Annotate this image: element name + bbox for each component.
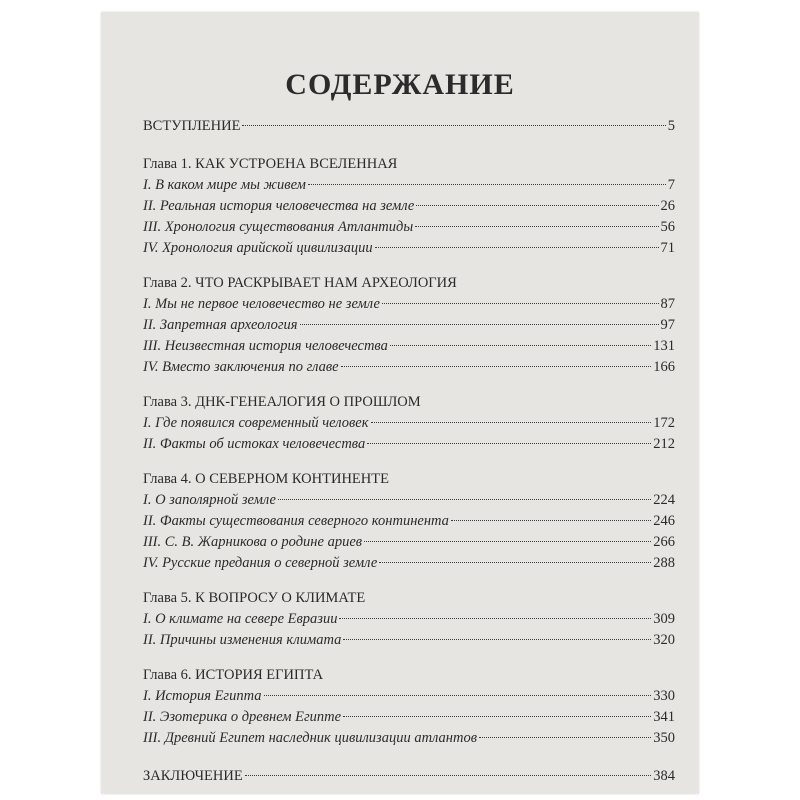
toc-entry xyxy=(143,413,675,434)
table-of-contents xyxy=(143,116,675,787)
toc-page-number: 384 xyxy=(653,768,675,784)
dot-leader xyxy=(278,499,651,500)
toc-page-number: 26 xyxy=(660,198,675,214)
toc-entry-label: III. Неизвестная история человечества xyxy=(143,338,388,354)
toc-page-number: 5 xyxy=(667,118,675,134)
toc-entry xyxy=(143,490,675,511)
toc-entry xyxy=(143,630,675,651)
dot-leader xyxy=(367,443,651,444)
toc-entry xyxy=(143,707,675,728)
toc-page-number: 224 xyxy=(653,492,675,508)
chapter-heading-2: Глава 2. ЧТО РАСКРЫВАЕТ НАМ АРХЕОЛОГИЯ xyxy=(143,275,457,291)
toc-entry xyxy=(143,336,675,357)
toc-entry xyxy=(143,315,675,336)
dot-leader xyxy=(451,520,651,521)
toc-entry-label: III. С. В. Жарникова о родине ариев xyxy=(143,534,363,550)
toc-entry-label: ЗАКЛЮЧЕНИЕ xyxy=(143,768,243,784)
chapter-heading-4: Глава 4. О СЕВЕРНОМ КОНТИНЕНТЕ xyxy=(143,471,389,487)
dot-leader xyxy=(379,562,651,563)
dot-leader xyxy=(415,226,658,227)
toc-page-number: 350 xyxy=(653,730,675,746)
toc-entry xyxy=(143,434,675,455)
toc-page-number: 172 xyxy=(653,415,675,431)
dot-leader xyxy=(339,618,651,619)
chapter-heading-3: Глава 3. ДНК-ГЕНЕАЛОГИЯ О ПРОШЛОМ xyxy=(143,394,421,410)
toc-page-number: 131 xyxy=(653,338,675,354)
page-title: СОДЕРЖАНИЕ xyxy=(285,68,515,101)
toc-entry xyxy=(143,294,675,315)
dot-leader xyxy=(242,125,665,126)
dot-leader xyxy=(371,422,652,423)
toc-entry xyxy=(143,511,675,532)
book-page xyxy=(101,12,699,794)
toc-page-number: 246 xyxy=(653,513,675,529)
toc-page-number: 288 xyxy=(653,555,675,571)
toc-entry xyxy=(143,238,675,259)
dot-leader xyxy=(308,184,666,185)
toc-entry xyxy=(143,175,675,196)
dot-leader xyxy=(300,324,659,325)
toc-page-number: 330 xyxy=(653,688,675,704)
toc-entry-label: II. Факты об истоках человечества xyxy=(143,436,366,452)
toc-entry-label: II. Факты существования северного континента xyxy=(143,513,449,529)
toc-entry-label: I. История Египта xyxy=(143,688,262,704)
toc-entry-label: III. Хронология существования Атлантиды xyxy=(143,219,414,235)
toc-entry-label: I. О климате на севере Евразии xyxy=(143,611,338,627)
chapter-heading-6: Глава 6. ИСТОРИЯ ЕГИПТА xyxy=(143,667,324,683)
toc-entry xyxy=(143,196,675,217)
toc-page-number: 341 xyxy=(653,709,675,725)
dot-leader xyxy=(479,737,651,738)
toc-entry-label: IV. Русские предания о северной земле xyxy=(143,555,378,571)
toc-entry xyxy=(143,686,675,707)
chapter-heading-1: Глава 1. КАК УСТРОЕНА ВСЕЛЕННАЯ xyxy=(143,156,398,172)
toc-entry-label: II. Запретная археология xyxy=(143,317,298,333)
toc-page-number: 166 xyxy=(653,359,675,375)
toc-page-number: 320 xyxy=(653,632,675,648)
dot-leader xyxy=(416,205,658,206)
dot-leader xyxy=(264,695,652,696)
toc-entry-label: ВСТУПЛЕНИЕ xyxy=(143,118,241,134)
toc-entry-label: I. Мы не первое человечество не земле xyxy=(143,296,380,312)
toc-entry-label: IV. Вместо заключения по главе xyxy=(143,359,339,375)
toc-entry xyxy=(143,553,675,574)
toc-page-number: 212 xyxy=(653,436,675,452)
toc-entry-label: II. Эзотерика о древнем Египте xyxy=(143,709,342,725)
toc-page-number: 56 xyxy=(660,219,675,235)
dot-leader xyxy=(343,639,651,640)
toc-entry-label: III. Древний Египет наследник цивилизации атлантов xyxy=(143,730,478,746)
toc-entry-intro xyxy=(143,116,675,137)
dot-leader xyxy=(375,247,659,248)
toc-entry-label: I. В каком мире мы живем xyxy=(143,177,306,193)
toc-entry xyxy=(143,609,675,630)
toc-entry-label: II. Причины изменения климата xyxy=(143,632,342,648)
toc-entry-label: II. Реальная история человечества на земле xyxy=(143,198,415,214)
toc-entry-label: I. О заполярной земле xyxy=(143,492,276,508)
toc-page-number: 71 xyxy=(660,240,675,256)
toc-page-number: 7 xyxy=(667,177,675,193)
dot-leader xyxy=(341,366,652,367)
dot-leader xyxy=(245,775,652,776)
chapter-heading-5: Глава 5. К ВОПРОСУ О КЛИМАТЕ xyxy=(143,590,366,606)
toc-page-number: 97 xyxy=(660,317,675,333)
toc-entry xyxy=(143,532,675,553)
toc-entry xyxy=(143,357,675,378)
dot-leader xyxy=(382,303,659,304)
toc-page-number: 266 xyxy=(653,534,675,550)
toc-entry-conclusion xyxy=(143,766,675,787)
toc-entry-label: IV. Хронология арийской цивилизации xyxy=(143,240,373,256)
dot-leader xyxy=(390,345,651,346)
toc-page-number: 87 xyxy=(660,296,675,312)
toc-entry xyxy=(143,728,675,749)
dot-leader xyxy=(364,541,651,542)
dot-leader xyxy=(343,716,651,717)
toc-entry-label: I. Где появился современный человек xyxy=(143,415,369,431)
toc-entry xyxy=(143,217,675,238)
toc-page-number: 309 xyxy=(653,611,675,627)
